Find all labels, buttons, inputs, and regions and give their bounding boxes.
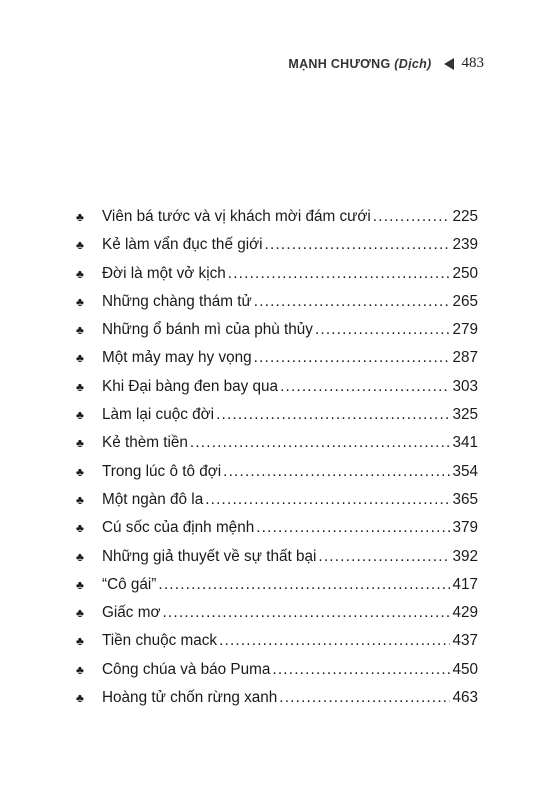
toc-entry[interactable] xyxy=(76,458,478,486)
toc-entry-page: 365 xyxy=(452,490,478,508)
dot-leader xyxy=(223,458,450,486)
club-bullet-icon: ♣ xyxy=(76,577,84,592)
toc-entry[interactable] xyxy=(76,344,478,372)
toc-entry[interactable] xyxy=(76,627,478,655)
toc-entry-page: 354 xyxy=(452,462,478,480)
toc-entry-page: 450 xyxy=(452,660,478,678)
toc-entry-title: Khi Đại bàng đen bay qua xyxy=(102,377,279,395)
toc-entry-title: Những chàng thám tử xyxy=(102,292,252,310)
table-of-contents xyxy=(76,203,478,712)
dot-leader xyxy=(162,599,450,627)
toc-entry-title: Viên bá tước và vị khách mời đám cưới xyxy=(102,208,371,225)
toc-entry-page: 325 xyxy=(452,406,478,424)
toc-entry-title: Một ngàn đô la xyxy=(102,490,204,508)
toc-entry-page: 303 xyxy=(452,377,478,395)
club-bullet-icon: ♣ xyxy=(76,323,84,338)
toc-entry[interactable] xyxy=(76,231,478,259)
toc-entry-page: 239 xyxy=(452,236,478,254)
toc-entry[interactable] xyxy=(76,260,478,288)
toc-entry-title: Trong lúc ô tô đợi xyxy=(102,462,222,480)
club-bullet-icon: ♣ xyxy=(76,294,84,309)
toc-entry-page: 392 xyxy=(452,547,478,565)
toc-entry-title: Những ổ bánh mì của phù thủy xyxy=(102,321,313,339)
header-translator-note: (Dịch) xyxy=(394,56,432,71)
club-bullet-icon: ♣ xyxy=(76,691,84,706)
dot-leader xyxy=(254,288,451,316)
toc-entry[interactable] xyxy=(76,684,478,712)
toc-entry-page: 341 xyxy=(452,434,478,452)
header-author-name: MẠNH CHƯƠNG xyxy=(288,56,391,71)
toc-entry-title: Cú sốc của định mệnh xyxy=(102,519,255,537)
club-bullet-icon: ♣ xyxy=(76,521,84,536)
club-bullet-icon: ♣ xyxy=(76,549,84,564)
toc-entry[interactable] xyxy=(76,514,478,542)
club-bullet-icon: ♣ xyxy=(76,606,84,621)
toc-entry[interactable] xyxy=(76,571,478,599)
toc-entry-title: Một mảy may hy vọng xyxy=(102,349,252,367)
toc-entry-page: 429 xyxy=(452,604,478,622)
running-header xyxy=(288,55,484,72)
left-triangle-icon xyxy=(444,58,454,70)
toc-entry-page: 417 xyxy=(452,575,478,593)
header-page-number: 483 xyxy=(461,55,484,71)
dot-leader xyxy=(205,486,450,514)
dot-leader xyxy=(318,543,450,571)
club-bullet-icon: ♣ xyxy=(76,408,84,423)
dot-leader xyxy=(158,571,450,599)
dot-leader xyxy=(228,260,451,288)
toc-entry-title: Hoàng tử chốn rừng xanh xyxy=(102,689,278,707)
dot-leader xyxy=(219,627,450,655)
dot-leader xyxy=(254,344,451,372)
toc-entry-title: Kẻ làm vẩn đục thế giới xyxy=(102,236,263,254)
toc-entry-title: Kẻ thèm tiền xyxy=(102,434,188,452)
club-bullet-icon: ♣ xyxy=(76,492,84,507)
dot-leader xyxy=(373,203,451,231)
club-bullet-icon: ♣ xyxy=(76,436,84,451)
club-bullet-icon: ♣ xyxy=(76,634,84,649)
toc-entry-page: 265 xyxy=(452,292,478,310)
dot-leader xyxy=(265,231,451,259)
toc-entry[interactable] xyxy=(76,288,478,316)
toc-entry-title: Giấc mơ xyxy=(102,604,161,622)
toc-entry-page: 279 xyxy=(452,321,478,339)
toc-entry[interactable] xyxy=(76,203,478,231)
toc-entry-page: 463 xyxy=(452,689,478,707)
toc-entry-title: “Cô gái” xyxy=(102,575,157,593)
club-bullet-icon: ♣ xyxy=(76,379,84,394)
toc-entry[interactable] xyxy=(76,316,478,344)
club-bullet-icon: ♣ xyxy=(76,210,84,224)
toc-entry-page: 437 xyxy=(452,632,478,650)
toc-entry-page: 250 xyxy=(452,264,478,282)
club-bullet-icon: ♣ xyxy=(76,238,84,253)
toc-entry-page: 225 xyxy=(452,208,478,225)
dot-leader xyxy=(279,684,450,712)
toc-entry-title: Tiền chuộc mack xyxy=(102,632,218,650)
toc-entry[interactable] xyxy=(76,599,478,627)
toc-entry-title: Công chúa và báo Puma xyxy=(102,660,271,678)
dot-leader xyxy=(280,373,450,401)
header-author xyxy=(288,57,431,71)
club-bullet-icon: ♣ xyxy=(76,662,84,677)
club-bullet-icon: ♣ xyxy=(76,351,84,366)
toc-entry-title: Những giả thuyết về sự thất bại xyxy=(102,547,317,565)
toc-entry-title: Đời là một vở kịch xyxy=(102,264,226,282)
dot-leader xyxy=(272,656,450,684)
toc-entry[interactable] xyxy=(76,429,478,457)
toc-entry[interactable] xyxy=(76,373,478,401)
toc-entry-page: 287 xyxy=(452,349,478,367)
toc-entry-title: Làm lại cuộc đời xyxy=(102,406,215,424)
dot-leader xyxy=(216,401,450,429)
toc-entry-page: 379 xyxy=(452,519,478,537)
toc-entry[interactable] xyxy=(76,543,478,571)
dot-leader xyxy=(190,429,451,457)
dot-leader xyxy=(315,316,451,344)
club-bullet-icon: ♣ xyxy=(76,266,84,281)
toc-entry[interactable] xyxy=(76,401,478,429)
club-bullet-icon: ♣ xyxy=(76,464,84,479)
toc-entry[interactable] xyxy=(76,486,478,514)
dot-leader xyxy=(256,514,450,542)
toc-entry[interactable] xyxy=(76,656,478,684)
